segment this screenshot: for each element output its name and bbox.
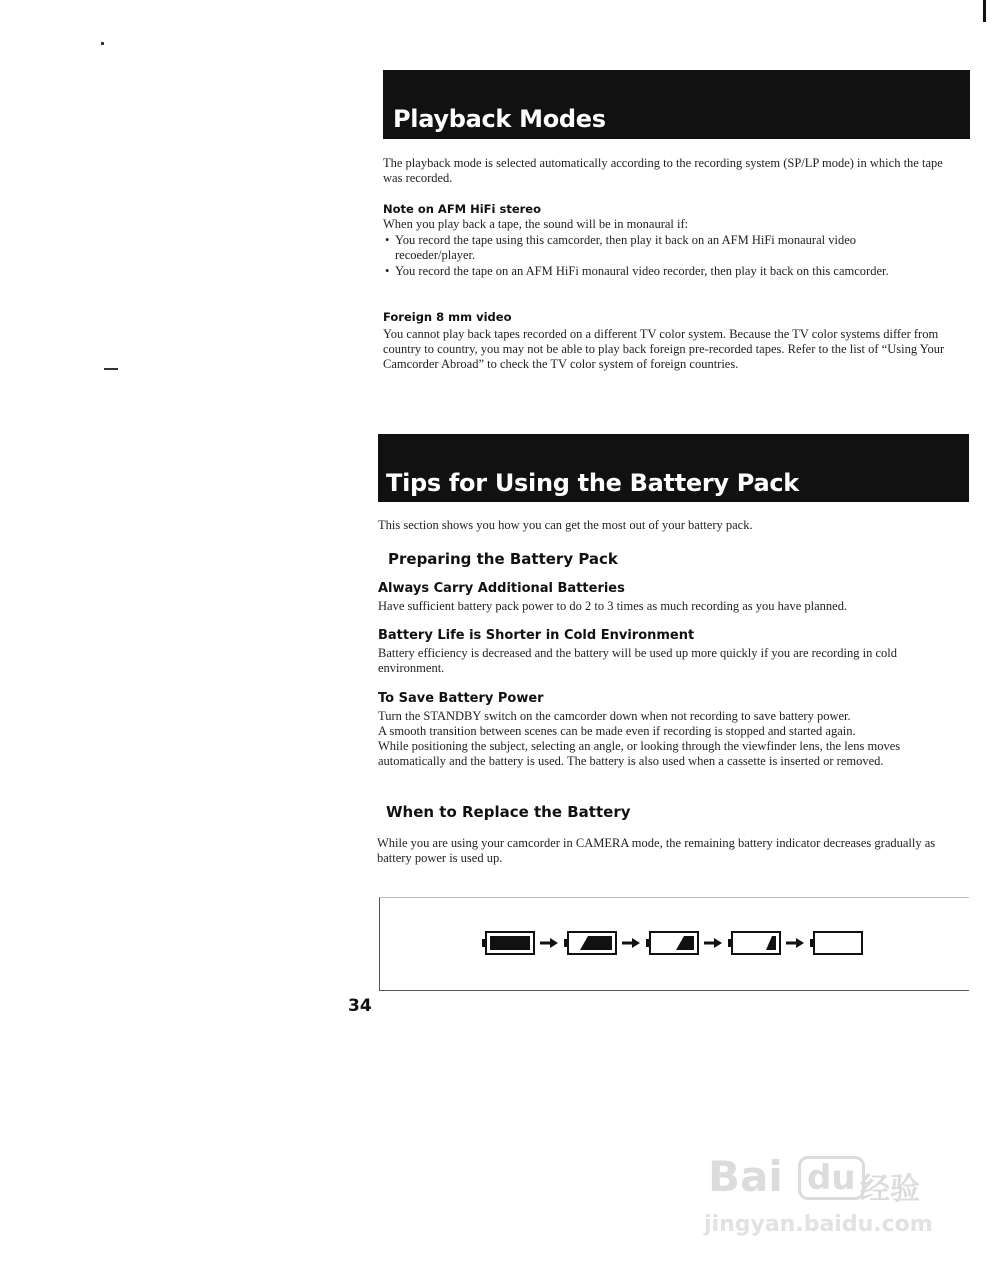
battery-intro: This section shows you how you can get the most out of your battery pack.	[378, 518, 753, 532]
scan-speckle	[101, 42, 104, 45]
afm-bullet-2: • You record the tape on an AFM HiFi monaural video recorder, then play it back on this camcorder.	[383, 264, 923, 279]
afm-bullet-list	[383, 233, 923, 279]
save-power-line-1: Turn the STANDBY switch on the camcorder down when not recording to save battery power.	[378, 709, 851, 723]
battery-icon	[564, 932, 616, 954]
battery-icon	[646, 932, 698, 954]
save-power-line-2: A smooth transition between scenes can be made even if recording is stopped and started again.	[378, 724, 856, 738]
baidu-watermark	[700, 1130, 960, 1260]
arrow-right-icon	[786, 938, 804, 948]
battery-tips-title: Tips for Using the Battery Pack	[386, 469, 799, 497]
watermark-url: jingyan.baidu.com	[704, 1212, 933, 1237]
battery-icon	[810, 932, 862, 954]
arrow-right-icon	[704, 938, 722, 948]
foreign-video-heading: Foreign 8 mm video	[383, 310, 512, 324]
watermark-brand: Bai	[708, 1152, 783, 1201]
scan-edge-mark	[983, 0, 986, 22]
battery-indicator-diagram	[379, 897, 969, 991]
cold-environment-heading: Battery Life is Shorter in Cold Environment	[378, 628, 695, 643]
cold-environment-text: Battery efficiency is decreased and the battery will be used up more quickly if you are recording in cold environment.	[378, 646, 898, 675]
battery-level-fill	[490, 936, 530, 950]
arrow-right-icon	[540, 938, 558, 948]
replace-battery-heading: When to Replace the Battery	[386, 803, 631, 821]
playback-intro: The playback mode is selected automatically according to the recording system (SP/LP mode) in which the tape was recorded.	[383, 156, 943, 185]
battery-icon	[728, 932, 780, 954]
playback-modes-banner	[383, 70, 970, 139]
preparing-battery-heading: Preparing the Battery Pack	[388, 550, 618, 568]
carry-batteries-text: Have sufficient battery pack power to do 2 to 3 times as much recording as you have planned.	[378, 599, 848, 613]
afm-heading: Note on AFM HiFi stereo	[383, 202, 542, 216]
save-power-line-3: While positioning the subject, selecting an angle, or looking through the viewfinder lens, the lens moves automatically and the battery is used. The battery is also used when a cassette is inserted or removed.	[378, 739, 901, 768]
scan-speckle	[104, 368, 118, 370]
watermark-brand2: du	[798, 1156, 865, 1200]
battery-indicator-svg	[380, 898, 970, 992]
carry-batteries-heading: Always Carry Additional Batteries	[378, 581, 625, 596]
battery-icon	[482, 932, 534, 954]
page-number: 34	[348, 996, 372, 1016]
foreign-video-text: You cannot play back tapes recorded on a different TV color system. Because the TV color systems differ from country to country, you may not be able to play back foreign pre-recorded tapes. Refer to the list of “Using Your Camcorder Abroad” to check the TV color system of foreign countries.	[383, 327, 945, 371]
afm-bullet-1: • You record the tape using this camcorder, then play it back on an AFM HiFi monaural video recoeder/player.	[383, 233, 923, 263]
save-power-text	[378, 709, 963, 769]
afm-intro: When you play back a tape, the sound will be in monaural if:	[383, 217, 689, 231]
arrow-right-icon	[622, 938, 640, 948]
battery-tips-banner	[378, 434, 969, 502]
save-power-heading: To Save Battery Power	[378, 691, 544, 706]
playback-modes-title: Playback Modes	[393, 105, 606, 133]
watermark-cn: 经验	[860, 1172, 920, 1207]
replace-battery-text: While you are using your camcorder in CAMERA mode, the remaining battery indicator decreases gradually as battery power is used up.	[377, 836, 936, 865]
